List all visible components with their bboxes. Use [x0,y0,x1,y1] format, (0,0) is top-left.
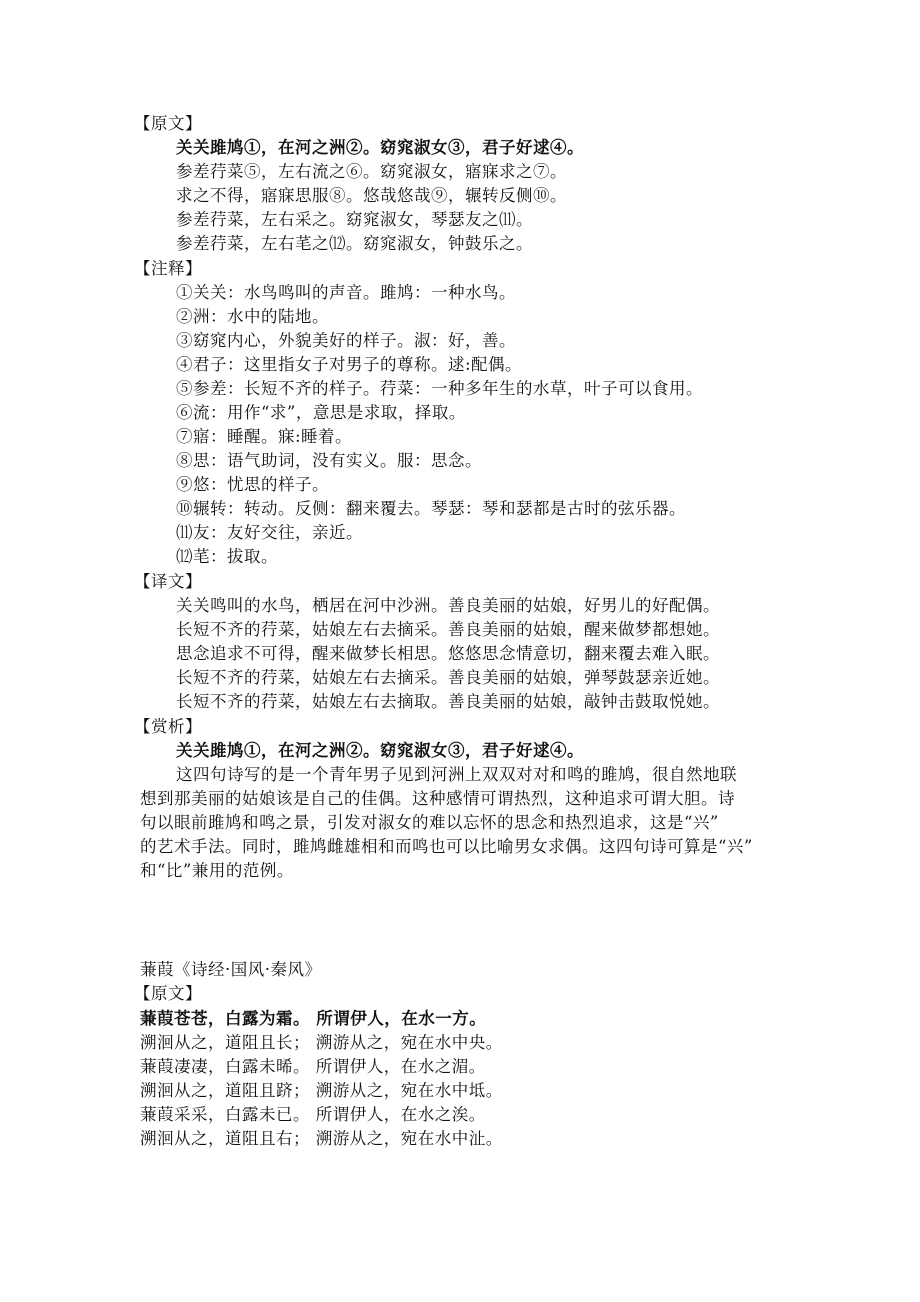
poem-line: 关关雎鸠①，在河之洲②。窈窕淑女③，君子好逑④。 [176,138,584,157]
section-heading-zhushi: 【注释】 [134,259,202,278]
annotation-line: ⑩辗转：转动。反侧：翻来覆去。琴瑟：琴和瑟都是古时的弦乐器。 [176,499,686,518]
annotation-line: ②洲：水中的陆地。 [176,307,329,326]
annotation-line: ⑾友：友好交往，亲近。 [176,523,363,542]
translation-line: 关关鸣叫的水鸟，栖居在河中沙洲。善良美丽的姑娘，好男儿的好配偶。 [176,596,720,615]
annotation-line: ①关关：水鸟鸣叫的声音。雎鸠：一种水鸟。 [176,283,516,302]
poem-line: 溯洄从之，道阻且跻； 溯游从之，宛在水中坻。 [140,1081,503,1100]
shangxi-paragraph-line: 想到那美丽的姑娘该是自己的佳偶。这种感情可谓热烈，这种追求可谓大胆。诗 [140,789,735,808]
shangxi-paragraph-line: 句以眼前雎鸠和鸣之景，引发对淑女的难以忘怀的思念和热烈追求，这是“兴” [140,813,719,832]
poem-line: 参差荇菜⑤，左右流之⑥。窈窕淑女，寤寐求之⑦。 [176,162,567,181]
section-heading-yiwen: 【译文】 [134,572,202,591]
shangxi-paragraph-line: 和“比”兼用的范例。 [140,861,294,880]
translation-line: 长短不齐的荇菜，姑娘左右去摘取。善良美丽的姑娘，敲钟击鼓取悦她。 [176,692,720,711]
shangxi-paragraph-line: 这四句诗写的是一个青年男子见到河洲上双双对对和鸣的雎鸠，很自然地联 [176,765,737,784]
poem-line: 溯洄从之，道阻且右； 溯游从之，宛在水中沚。 [140,1129,503,1148]
annotation-line: ⑦寤：睡醒。寐:睡着。 [176,427,353,446]
annotation-line: ⑧思：语气助词，没有实义。服：思念。 [176,451,482,470]
annotation-line: ⑥流：用作“求”，意思是求取，择取。 [176,403,466,422]
section-heading-shangxi: 【赏析】 [134,717,202,736]
translation-line: 长短不齐的荇菜，姑娘左右去摘采。善良美丽的姑娘，醒来做梦都想她。 [176,620,720,639]
poem-line: 蒹葭凄凄，白露未晞。 所谓伊人，在水之湄。 [140,1057,486,1076]
poem-line: 蒹葭采采，白露未已。 所谓伊人，在水之涘。 [140,1105,486,1124]
poem-title: 蒹葭《诗经·国风·秦风》 [140,960,322,979]
poem-line: 参差荇菜，左右采之。窈窕淑女，琴瑟友之⑾。 [176,210,533,229]
annotation-line: ③窈窕内心，外貌美好的样子。淑：好，善。 [176,331,516,350]
shangxi-paragraph-line: 的艺术手法。同时，雎鸠雌雄相和而鸣也可以比喻男女求偶。这四句诗可算是“兴” [140,837,753,856]
annotation-line: ⑤参差：长短不齐的样子。荇菜：一种多年生的水草，叶子可以食用。 [176,379,703,398]
section-heading-yuanwen-2: 【原文】 [134,984,202,1003]
section-heading-yuanwen: 【原文】 [134,114,202,133]
poem-line: 求之不得，寤寐思服⑧。悠哉悠哉⑨，辗转反侧⑩。 [176,186,567,205]
annotation-line: ⑨悠：忧思的样子。 [176,475,329,494]
annotation-line: ④君子：这里指女子对男子的尊称。逑:配偶。 [176,355,523,374]
poem-line: 参差荇菜，左右芼之⑿。窈窕淑女，钟鼓乐之。 [176,234,533,253]
translation-line: 思念追求不可得，醒来做梦长相思。悠悠思念情意切，翻来覆去难入眠。 [176,644,720,663]
poem-line: 蒹葭苍苍，白露为霜。 所谓伊人，在水一方。 [140,1009,487,1028]
translation-line: 长短不齐的荇菜，姑娘左右去摘采。善良美丽的姑娘，弹琴鼓瑟亲近她。 [176,668,720,687]
shangxi-quote: 关关雎鸠①，在河之洲②。窈窕淑女③，君子好逑④。 [176,741,584,760]
poem-line: 溯洄从之，道阻且长； 溯游从之，宛在水中央。 [140,1033,503,1052]
annotation-line: ⑿芼：拔取。 [176,547,278,566]
